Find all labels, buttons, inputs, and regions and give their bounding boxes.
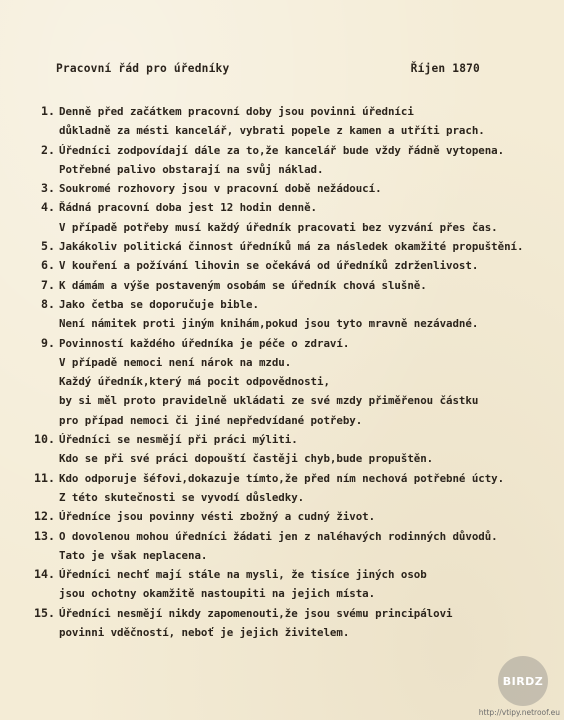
- rule-line: důkladně za mésti kancelář, vybrati popele z kamen a utříti prach.: [59, 124, 485, 138]
- rules-list: [24, 102, 550, 642]
- rule-line: Denně před začátkem pracovní doby jsou povinni úředníci: [59, 105, 414, 118]
- rule-item: [24, 295, 550, 334]
- rule-item: [24, 198, 550, 237]
- rule-line: K dámám a výše postaveným osobám se úředník chová slušně.: [59, 278, 427, 292]
- rule-line: Kdo se při své práci dopouští častěji chyb,bude propuštěn.: [59, 452, 434, 466]
- rule-number: 1.: [41, 104, 55, 118]
- rule-text: [59, 256, 550, 275]
- rule-line: Úředníci se nesmějí při práci mýliti.: [59, 433, 298, 447]
- rule-item: [24, 565, 550, 604]
- rule-number: 7.: [41, 277, 55, 292]
- rule-number: 5.: [41, 239, 55, 254]
- rule-line: Jakákoliv politická činnost úředníků má za následek okamžité propuštění.: [59, 240, 524, 254]
- rule-line: Kdo odporuje šéfovi,dokazuje tímto,že před ním nechová potřebné úcty.: [59, 471, 505, 485]
- rule-text: [59, 237, 550, 256]
- rule-line: Každý úředník,který má pocit odpovědnosti,: [59, 375, 330, 389]
- rule-item: [24, 276, 550, 295]
- document-date: Říjen 1870: [410, 62, 480, 75]
- rule-text: [59, 430, 550, 469]
- rule-text: [59, 198, 550, 237]
- rule-item: [24, 179, 550, 198]
- rule-line: V případě potřeby musí každý úředník pracovati bez vyzvání přes čas.: [59, 220, 498, 234]
- rule-text: [59, 334, 550, 430]
- rule-line: Tato je však neplacena.: [59, 548, 208, 562]
- rule-line: jsou ochotny okamžitě nastoupiti na jejich místa.: [59, 587, 376, 601]
- rule-line: V případě nemoci není nárok na mzdu.: [59, 355, 292, 369]
- rule-number: 9.: [41, 335, 55, 350]
- rule-text: [59, 141, 550, 180]
- rule-line: Úředníci nesmějí nikdy zapomenouti,že jsou svému principálovi: [59, 606, 453, 620]
- rule-text: [59, 507, 550, 526]
- rule-number: 10.: [34, 432, 55, 447]
- rule-line: O dovolenou mohou úředníci žádati jen z naléhavých rodinných důvodů.: [59, 529, 498, 543]
- rule-item: [24, 430, 550, 469]
- rule-text: [59, 276, 550, 295]
- rule-line: Potřebné palivo obstarají na svůj náklad.: [59, 162, 324, 176]
- rule-text: [59, 469, 550, 508]
- rule-line: Není námitek proti jiným knihám,pokud jsou tyto mravně nezávadné.: [59, 317, 479, 331]
- rule-text: [59, 102, 550, 141]
- rule-line: povinni vděčností, neboť je jejich živitelem.: [59, 626, 350, 640]
- rule-number: 13.: [34, 528, 55, 543]
- rule-item: [24, 527, 550, 566]
- rule-number: 3.: [41, 181, 55, 196]
- rule-number: 2.: [41, 142, 55, 157]
- rule-number: 12.: [34, 509, 55, 524]
- watermark-url: http://vtipy.netroof.eu: [478, 708, 560, 717]
- rule-item: [24, 237, 550, 256]
- watermark-logo-text: BIRDZ: [502, 674, 544, 688]
- rule-line: Soukromé rozhovory jsou v pracovní době nežádoucí.: [59, 182, 382, 196]
- rule-item: [24, 334, 550, 430]
- rule-line: Povinností každého úředníka je péče o zdraví.: [59, 336, 350, 350]
- rule-number: 6.: [41, 258, 55, 273]
- rule-number: 8.: [41, 296, 55, 311]
- rule-text: [59, 179, 550, 198]
- rule-line: by si měl proto pravidelně ukládati ze své mzdy přiměřenou částku: [59, 394, 479, 408]
- rule-line: Úředníci nechť mají stále na mysli, že tisíce jiných osob: [59, 568, 427, 582]
- rule-line: Úředníce jsou povinny vésti zbožný a cudný život.: [59, 510, 376, 524]
- rule-line: Úředníci zodpovídají dále za to,že kancelář bude vždy řádně vytopena.: [59, 143, 505, 157]
- rule-line: Z této skutečnosti se vyvodí důsledky.: [59, 490, 305, 504]
- rule-item: [24, 141, 550, 180]
- rule-line: Jako četba se doporučuje bible.: [59, 297, 259, 311]
- rule-item: [24, 507, 550, 526]
- rule-number: 15.: [34, 605, 55, 620]
- rule-line: Řádná pracovní doba jest 12 hodin denně.: [59, 201, 318, 215]
- document-title: Pracovní řád pro úředníky: [56, 62, 230, 75]
- rule-number: 11.: [34, 470, 55, 485]
- document-header: [56, 62, 480, 75]
- rule-item: [24, 102, 550, 141]
- rule-text: [59, 527, 550, 566]
- rule-item: [24, 256, 550, 275]
- rule-line: V kouření a požívání lihovin se očekává od úředníků zdrženlivost.: [59, 259, 479, 273]
- birdz-logo-watermark: [498, 656, 548, 706]
- rule-number: 4.: [41, 200, 55, 215]
- rule-text: [59, 565, 550, 604]
- rule-line: pro případ nemoci či jiné nepředvídané potřeby.: [59, 413, 363, 427]
- rule-item: [24, 469, 550, 508]
- rule-number: 14.: [34, 567, 55, 582]
- rule-text: [59, 604, 550, 643]
- rule-item: [24, 604, 550, 643]
- rule-text: [59, 295, 550, 334]
